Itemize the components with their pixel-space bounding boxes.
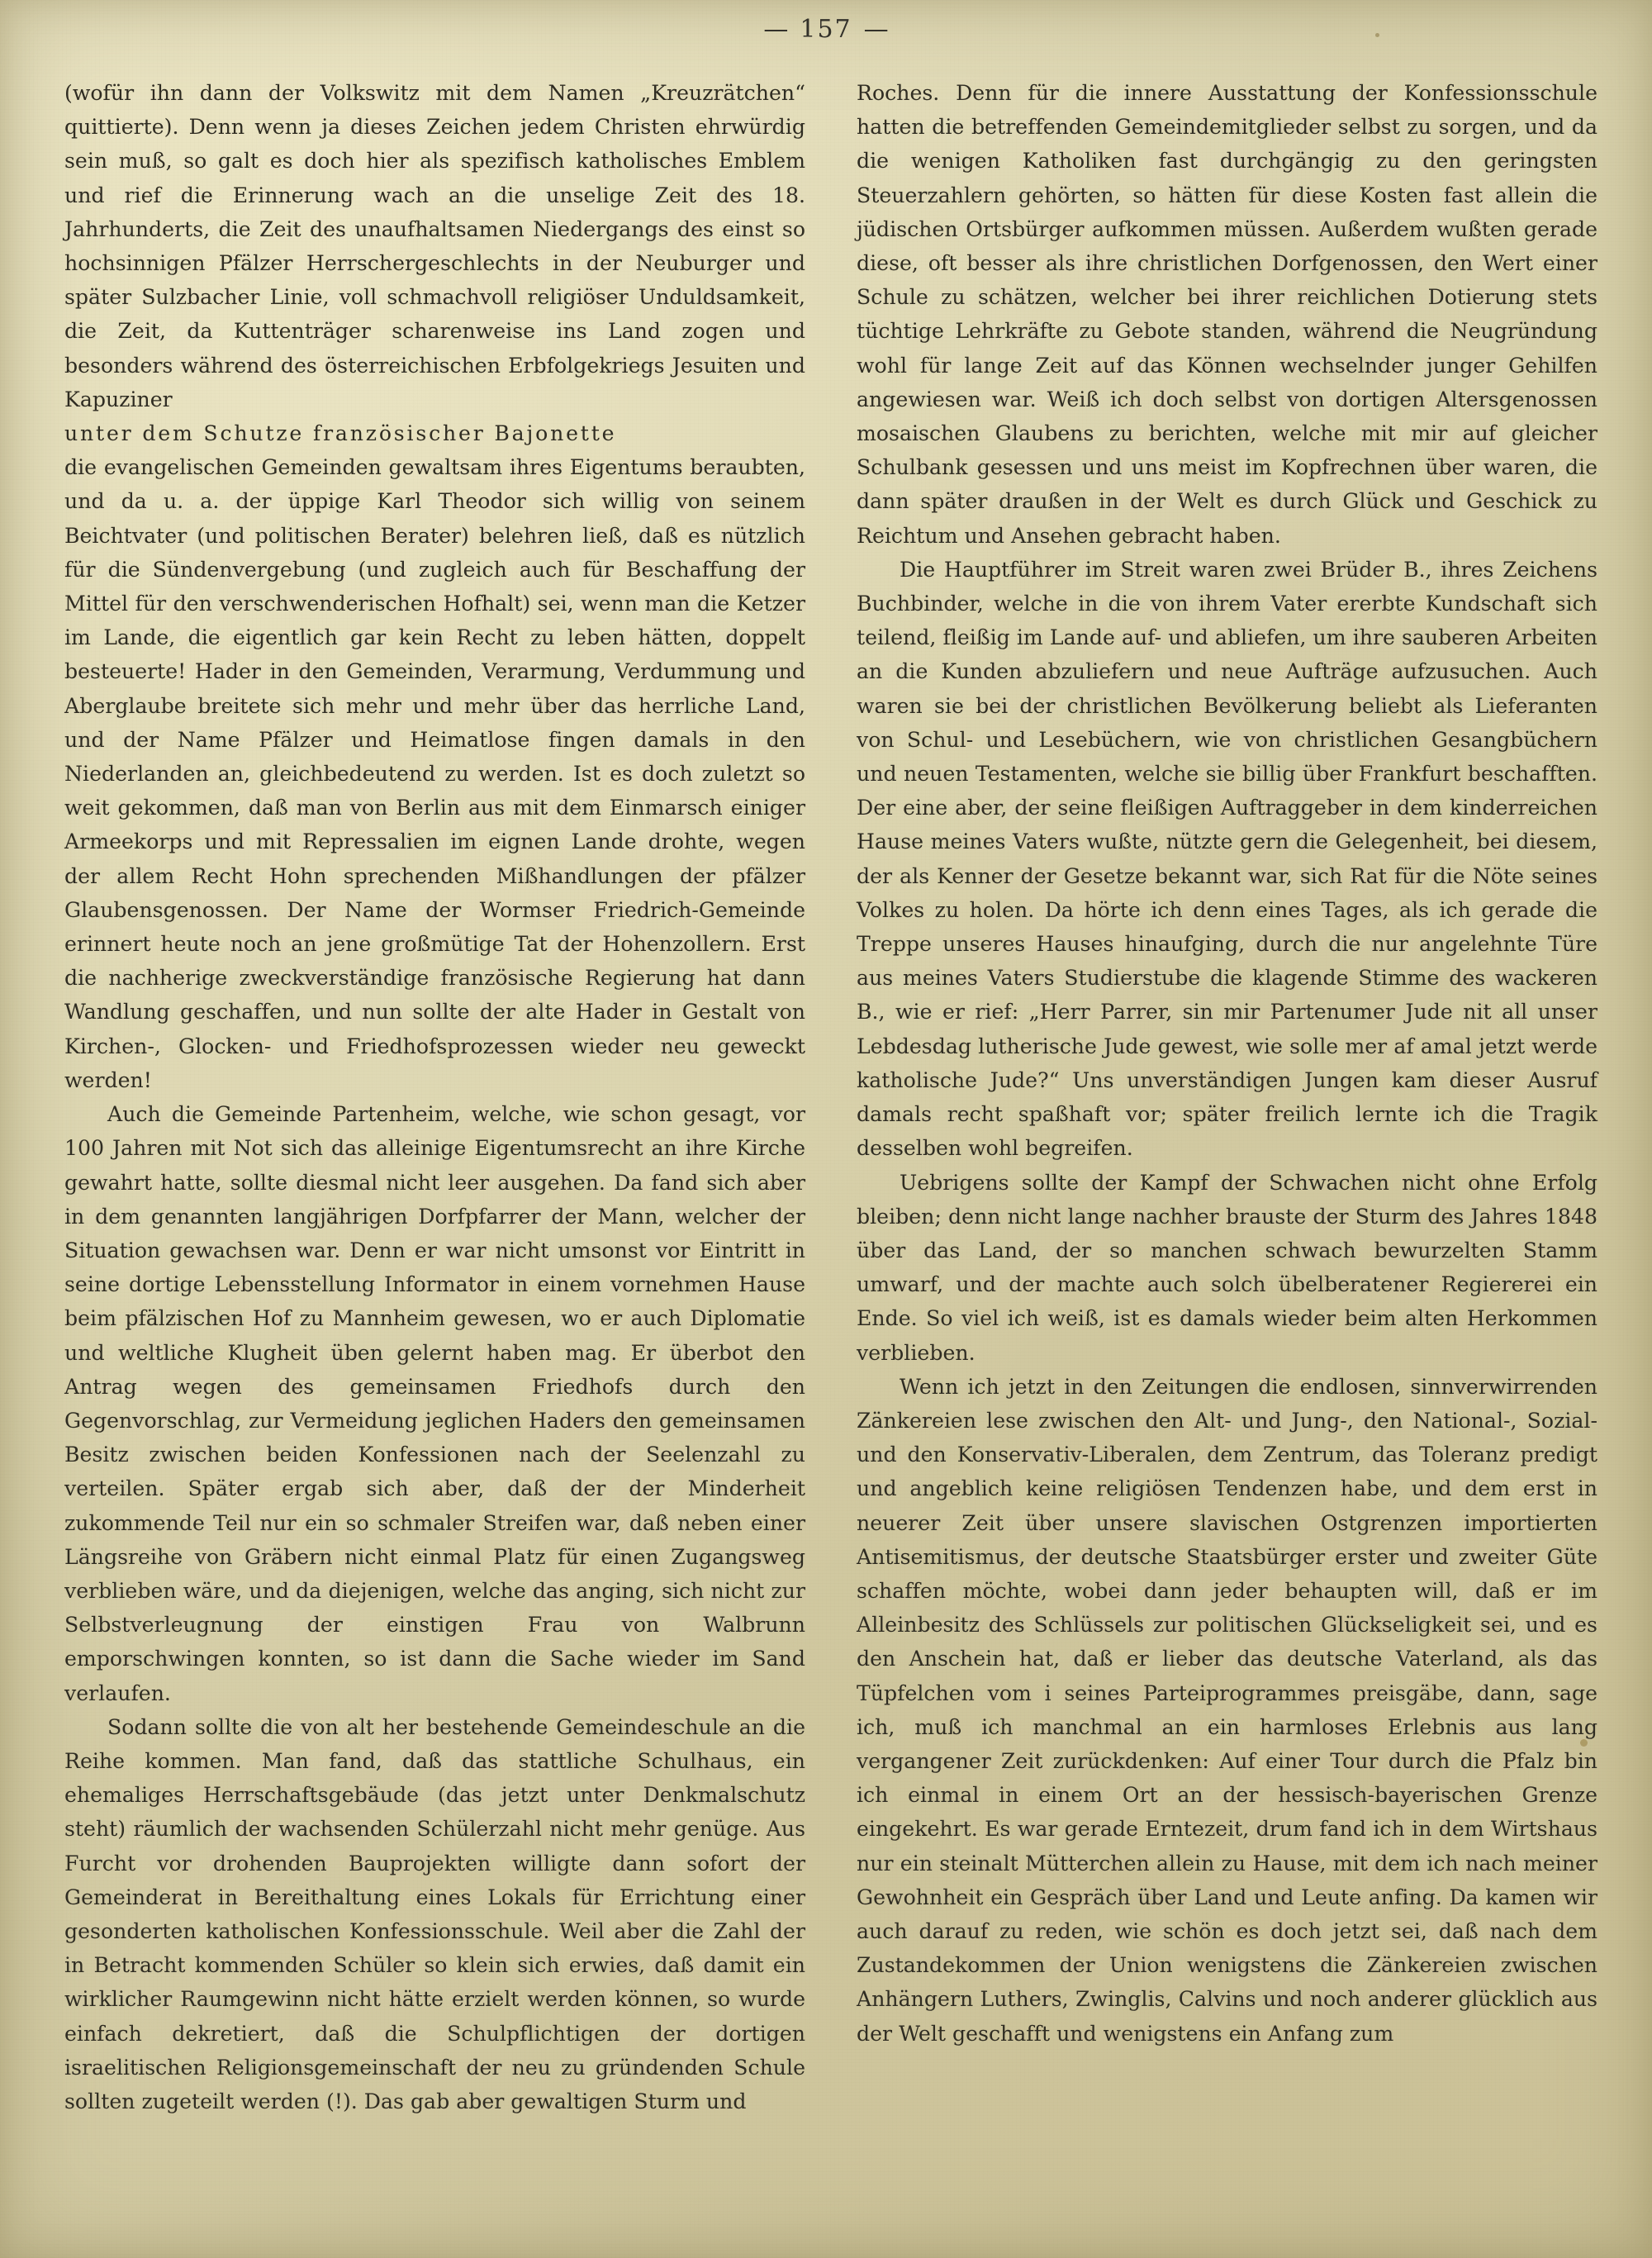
paper-speck: [1375, 33, 1379, 37]
left-column: [64, 76, 805, 2118]
right-column: [857, 76, 1597, 2118]
paragraph: die evangelischen Gemeinden gewaltsam ihres Eigentums beraubten, und da u. a. der üppige Karl Theodor sich willig von seinem Beichtvater (und politischen Berater) belehren ließ, daß es nützlich für die Sündenvergebung (und zugleich auch für Beschaffung der Mittel für den verschwenderischen Hofhalt) sei, wenn man die Ketzer im Lande, die eigentlich gar kein Recht zu leben hätten, doppelt besteuerte! Hader in den Gemeinden, Verarmung, Verdummung und Aberglaube breitete sich mehr und mehr über das herrliche Land, und der Name Pfälzer und Heimatlose fingen damals in den Niederlanden an, gleichbedeutend zu werden. Ist es doch zuletzt so weit gekommen, daß man von Berlin aus mit dem Einmarsch einiger Armeekorps und mit Repressalien im eignen Lande drohte, wegen der allem Recht Hohn sprechenden Mißhandlungen der pfälzer Glaubensgenossen. Der Name der Wormser Friedrich-Gemeinde erinnert heute noch an jene großmütige Tat der Hohenzollern. Erst die nachherige zweckverständige französische Regierung hat dann Wandlung geschaffen, und nun sollte der alte Hader in Gestalt von Kirchen-, Glocken- und Friedhofsprozessen wieder neu geweckt werden!: [64, 455, 805, 1092]
paragraph: Roches. Denn für die innere Ausstattung der Konfessionsschule hatten die betreffenden Gemeindemitglieder selbst zu sorgen, und da die wenigen Katholiken fast durchgängig zu den geringsten Steuerzahlern gehörten, so hätten für diese Kosten fast allein die jüdischen Ortsbürger aufkommen müssen. Außerdem wußten gerade diese, oft besser als ihre christlichen Dorfgenossen, den Wert einer Schule zu schätzen, welcher bei ihrer reichlichen Dotierung stets tüchtige Lehrkräfte zu Gebote standen, während die Neugründung wohl für lange Zeit auf das Können wechselnder junger Gehilfen angewiesen war. Weiß ich doch selbst von dortigen Altersgenossen mosaischen Glaubens zu berichten, welche mit mir auf gleicher Schulbank gesessen und uns meist im Kopfrechnen über waren, die dann später draußen in der Welt es durch Glück und Geschick zu Reichtum und Ansehen gebracht haben.: [857, 81, 1597, 548]
paragraph-spaced-emphasis: unter dem Schutze französischer Bajonette: [64, 421, 617, 446]
paragraph: Uebrigens sollte der Kampf der Schwachen nicht ohne Erfolg bleiben; denn nicht lange nachher brauste der Sturm des Jahres 1848 über das Land, der so manchen schwach bewurzelten Stamm umwarf, und der machte auch solch übelberatener Regiererei ein Ende. So viel ich weiß, ist es damals wieder beim alten Herkommen verblieben.: [857, 1170, 1597, 1365]
header-dash-left: —: [763, 15, 789, 44]
header-dash-right: —: [863, 15, 889, 44]
paper-blemish: [1580, 1739, 1588, 1747]
page-header: [0, 15, 1652, 44]
text-columns: [64, 76, 1597, 2118]
paragraph: Die Hauptführer im Streit waren zwei Brüder B., ihres Zeichens Buchbinder, welche in die von ihrem Vater ererbte Kundschaft sich teilend, fleißig im Lande auf- und abliefen, um ihre sauberen Arbeiten an die Kunden abzuliefern und neue Aufträge aufzusuchen. Auch waren sie bei der christlichen Bevölkerung beliebt als Lieferanten von Schul- und Lesebüchern, wie von christlichen Gesangbüchern und neuen Testamenten, welche sie billig über Frankfurt beschafften. Der eine aber, der seine fleißigen Auftraggeber in dem kinderreichen Hause meines Vaters wußte, nützte gern die Gelegenheit, bei diesem, der als Kenner der Gesetze bekannt war, sich Rat für die Nöte seines Volkes zu holen. Da hörte ich denn eines Tages, als ich gerade die Treppe unseres Hauses hinaufging, durch die nur angelehnte Türe aus meines Vaters Studierstube die klagende Stimme des wackeren B., wie er rief: „Herr Parrer, sin mir Partenumer Jude nit all unser Lebdesdag lutherische Jude gewest, wie solle mer af amal jetzt werde katholische Jude?“ Uns unverständigen Jungen kam dieser Ausruf damals recht spaßhaft vor; später freilich lernte ich die Tragik desselben wohl begreifen.: [857, 557, 1597, 1161]
page-number: 157: [800, 15, 852, 44]
paragraph: Wenn ich jetzt in den Zeitungen die endlosen, sinnverwirrenden Zänkereien lese zwischen den Alt- und Jung-, den National-, Sozial- und den Konservativ-Liberalen, dem Zentrum, das Toleranz predigt und angeblich keine religiösen Tendenzen habe, und dem erst in neuerer Zeit über unsere slavischen Ostgrenzen importierten Antisemitismus, der deutsche Staatsbürger erster und zweiter Güte schaffen möchte, wobei dann jeder behaupten will, daß er im Alleinbesitz des Schlüssels zur politischen Glückseligkeit sei, und es den Anschein hat, daß er lieber das deutsche Vaterland, als das Tüpfelchen vom i seines Parteiprogrammes preisgäbe, dann, sage ich, muß ich manchmal an ein harmloses Erlebnis aus lang vergangener Zeit zurückdenken: Auf einer Tour durch die Pfalz bin ich einmal in einem Ort an der hessisch-bayerischen Grenze eingekehrt. Es war gerade Erntezeit, drum fand ich in dem Wirtshaus nur ein steinalt Mütterchen allein zu Hause, mit dem ich nach meiner Gewohnheit ein Gespräch über Land und Leute anfing. Da kamen wir auch darauf zu reden, wie schön es doch jetzt sei, daß nach dem Zustandekommen der Union wenigstens die Zänkereien zwischen Anhängern Luthers, Zwinglis, Calvins und noch anderer glücklich aus der Welt geschafft und wenigstens ein Anfang zum: [857, 1374, 1597, 2046]
paragraph: Sodann sollte die von alt her bestehende Gemeindeschule an die Reihe kommen. Man fand, daß das stattliche Schulhaus, ein ehemaliges Herrschaftsgebäude (das jetzt unter Denkmalschutz steht) räumlich der wachsenden Schülerzahl nicht mehr genüge. Aus Furcht vor drohenden Bauprojekten willigte dann sofort der Gemeinderat in Bereithaltung eines Lokals für Errichtung einer gesonderten katholischen Konfessionsschule. Weil aber die Zahl der in Betracht kommenden Schüler so klein sich erwies, daß damit ein wirklicher Raumgewinn nicht hätte erzielt werden können, so wurde einfach dekretiert, daß die Schulpflichtigen der dortigen israelitischen Religionsgemeinschaft der neu zu gründenden Schule sollten zugeteilt werden (!). Das gab aber gewaltigen Sturm und: [64, 1714, 805, 2113]
paragraph: (wofür ihn dann der Volkswitz mit dem Namen „Kreuzrätchen“ quittierte). Denn wenn ja dieses Zeichen jedem Christen ehrwürdig sein muß, so galt es doch hier als spezifisch katholisches Emblem und rief die Erinnerung wach an die unselige Zeit des 18. Jahrhunderts, die Zeit des unaufhaltsamen Niedergangs des einst so hochsinnigen Pfälzer Herrschergeschlechts in der Neuburger und später Sulzbacher Linie, voll schmachvoll religiöser Unduldsamkeit, die Zeit, da Kuttenträger scharenweise ins Land zogen und besonders während des österreichischen Erbfolgekriegs Jesuiten und Kapuziner: [64, 81, 805, 411]
paragraph: Auch die Gemeinde Partenheim, welche, wie schon gesagt, vor 100 Jahren mit Not sich das alleinige Eigentumsrecht an ihre Kirche gewahrt hatte, sollte diesmal nicht leer ausgehen. Da fand sich aber in dem genannten langjährigen Dorfpfarrer der Mann, welcher der Situation gewachsen war. Denn er war nicht umsonst vor Eintritt in seine dortige Lebensstellung Informator in einem vornehmen Hause beim pfälzischen Hof zu Mannheim gewesen, wo er auch Diplomatie und weltliche Klugheit üben gelernt haben mag. Er überbot den Antrag wegen des gemeinsamen Friedhofs durch den Gegenvorschlag, zur Vermeidung jeglichen Haders den gemeinsamen Besitz zwischen beiden Konfessionen nach der Seelenzahl zu verteilen. Später ergab sich aber, daß der der Minderheit zukommende Teil nur ein so schmaler Streifen war, daß neben einer Längsreihe von Gräbern nicht einmal Platz für einen Zugangsweg verblieben wäre, und da diejenigen, welche das anging, sich nicht zur Selbstverleugnung der einstigen Frau von Walbrunn emporschwingen konnten, so ist dann die Sache wieder im Sand verlaufen.: [64, 1102, 805, 1705]
